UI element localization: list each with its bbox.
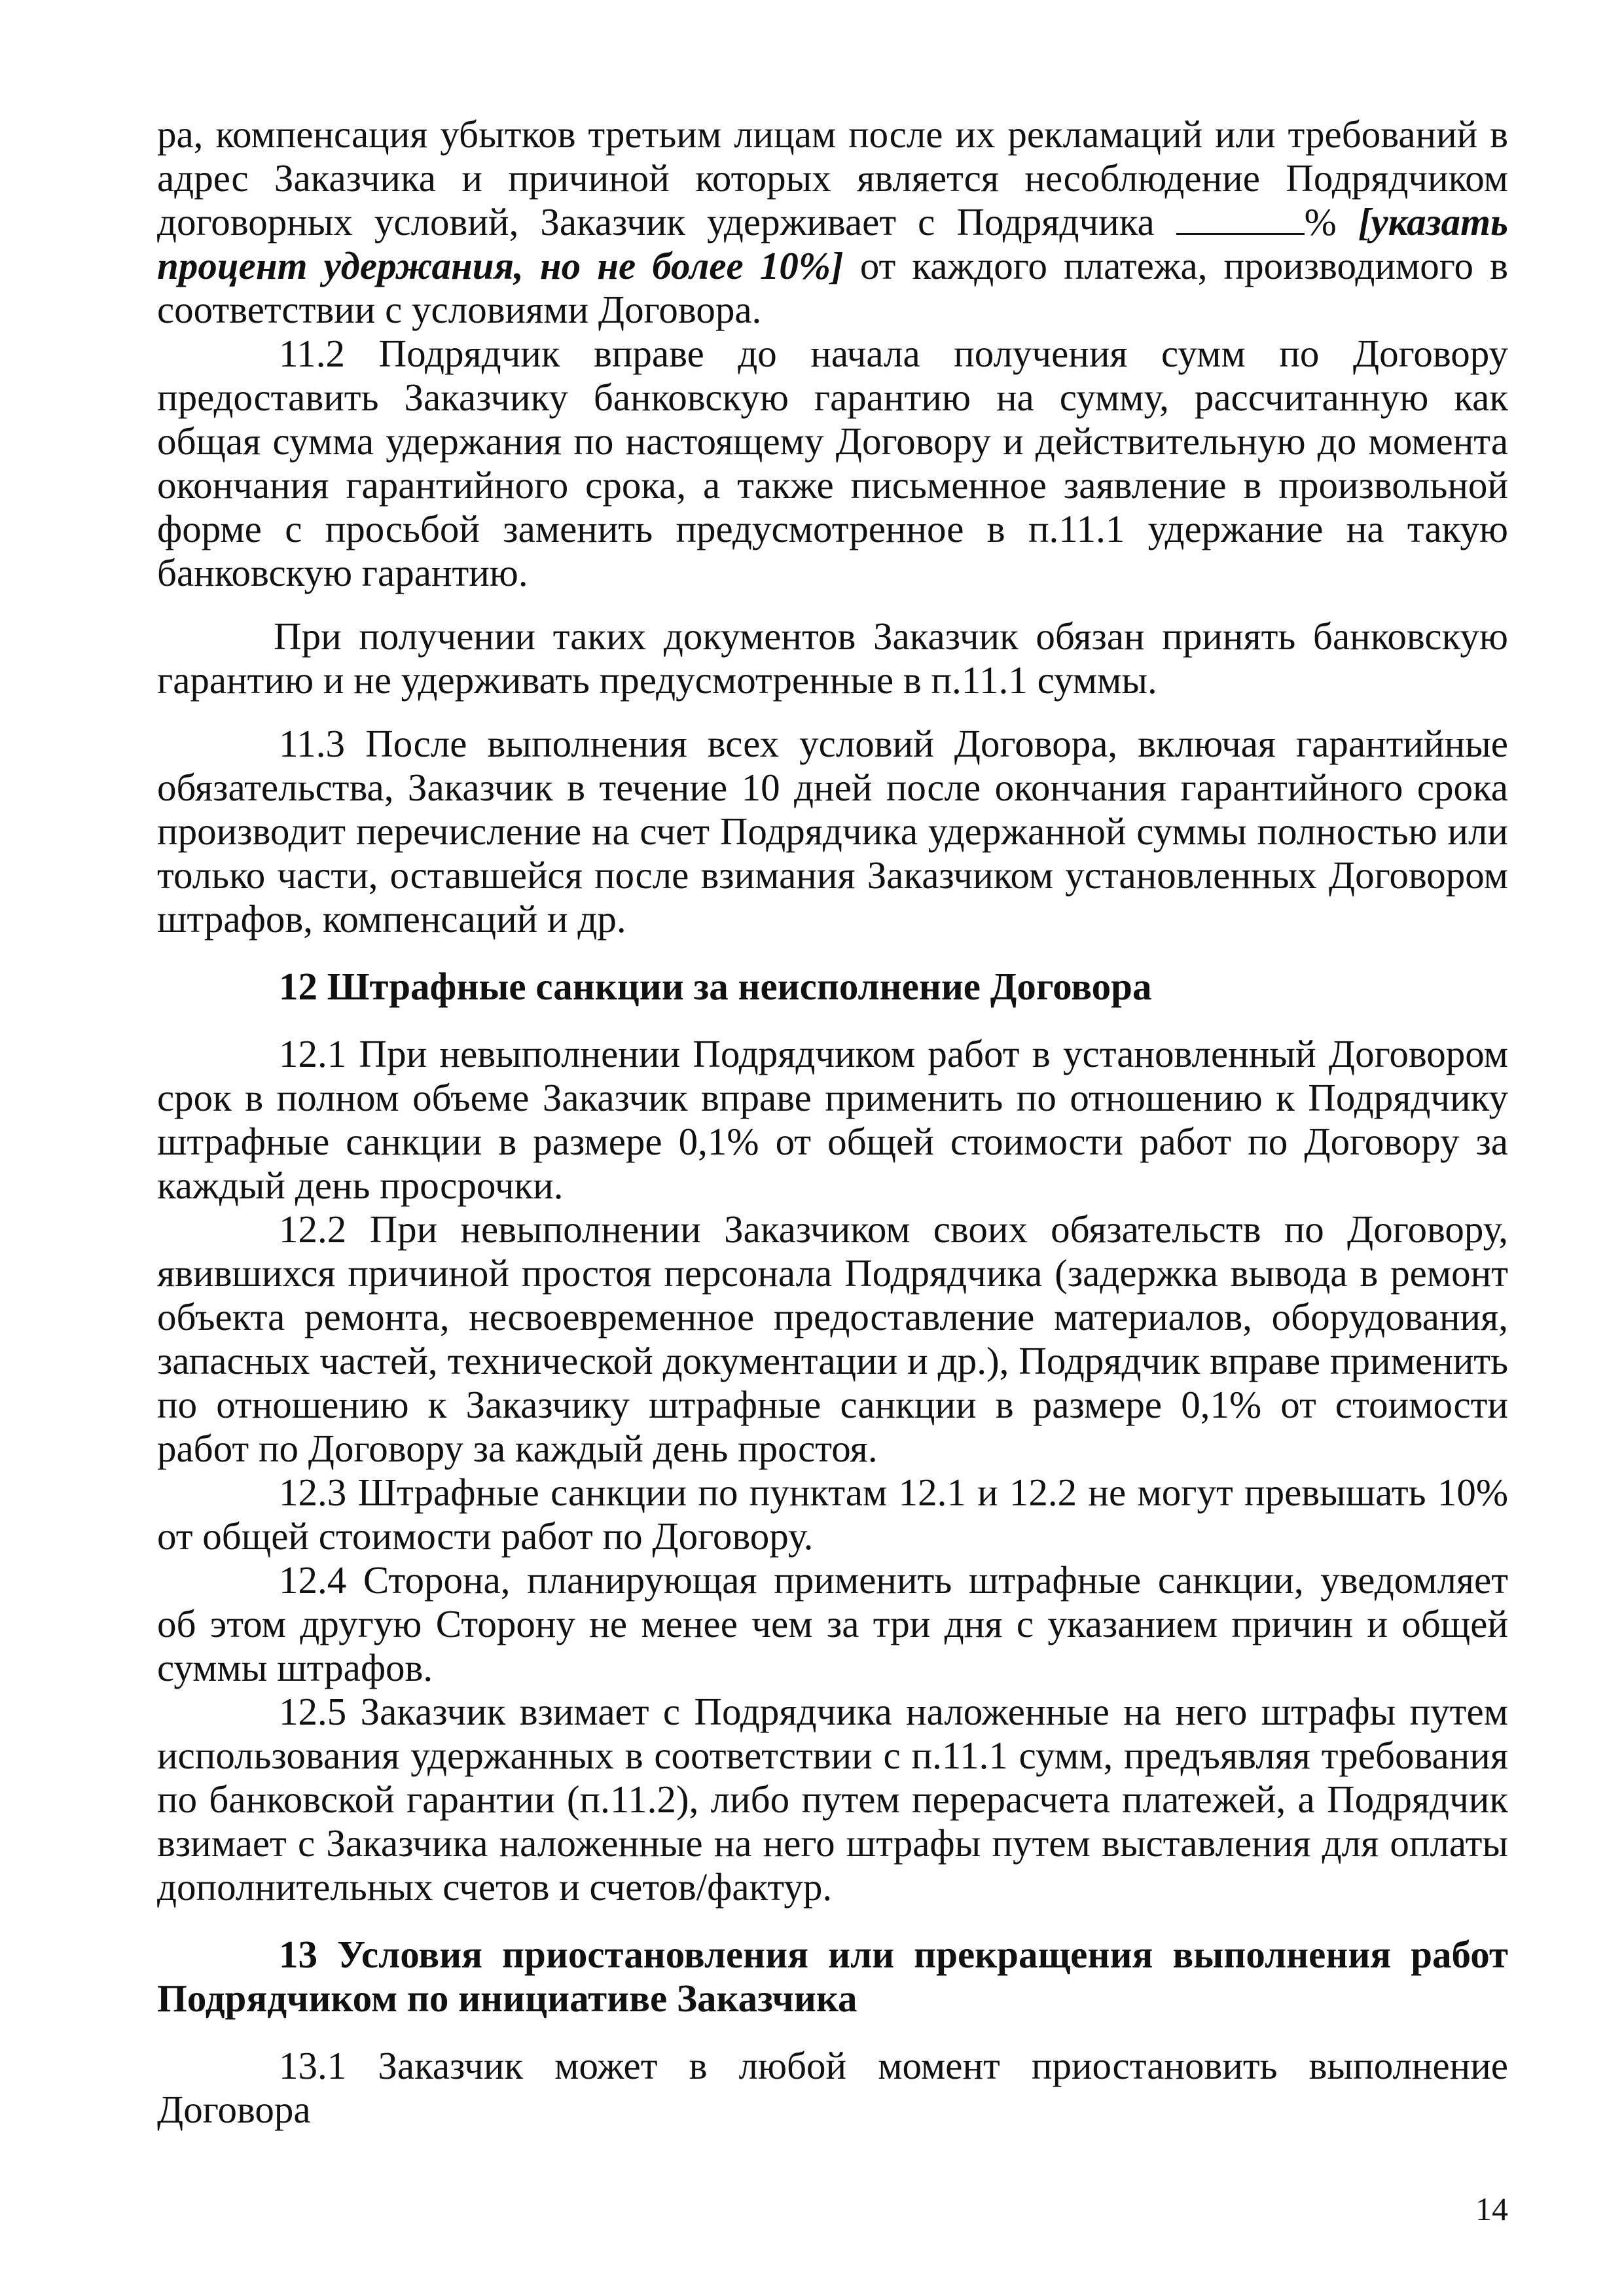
document-page <box>157 113 1508 2132</box>
paragraph-12-4: 12.4 Сторона, планирующая применить штрафные санкции, уведомляет об этом другую Сторону не менее чем за три дня с указанием причин и общей суммы штрафов. <box>157 1558 1508 1689</box>
text-run: от каждого платежа, производимого в соответствии с условиями Договора. <box>157 244 1508 331</box>
paragraph-12-3: 12.3 Штрафные санкции по пунктам 12.1 и 12.2 не могут превышать 10% от общей стоимости работ по Договору. <box>157 1471 1508 1558</box>
paragraph-12-2: 12.2 При невыполнении Заказчиком своих обязательств по Договору, явившихся причиной простоя персонала Подрядчика (задержка вывода в ремонт объекта ремонта, несвоевременное предоставление материалов, оборудования, запасных частей, технической документации и др.), Подрядчик вправе применить по отношению к Заказчику штрафные санкции в размере 0,1% от стоимости работ по Договору за каждый день простоя. <box>157 1208 1508 1470</box>
section-heading-13: 13 Условия приостановления или прекращения выполнения работ Подрядчиком по инициативе Заказчика <box>157 1933 1508 2020</box>
paragraph-12-5: 12.5 Заказчик взимает с Подрядчика наложенные на него штрафы путем использования удержанных в соответствии с п.11.1 сумм, предъявляя требования по банковской гарантии (п.11.2), либо путем перерасчета платежей, а Подрядчик взимает с Заказчика наложенные на него штрафы путем выставления для оплаты дополнительных счетов и счетов/фактур. <box>157 1690 1508 1909</box>
paragraph-11-1-continuation <box>157 113 1508 332</box>
paragraph-13-1: 13.1 Заказчик может в любой момент приостановить выполнение Договора <box>157 2044 1508 2131</box>
fill-in-blank <box>1176 207 1305 235</box>
page-number: 14 <box>1475 2191 1508 2227</box>
instruction-note: [указать процент удержания, но не более 10%] <box>157 200 1508 287</box>
percent-sign: % <box>1304 200 1337 243</box>
paragraph-12-1: 12.1 При невыполнении Подрядчиком работ в установленный Договором срок в полном объеме Заказчик вправе применить по отношению к Подрядчику штрафные санкции в размере 0,1% от общей стоимости работ по Договору за каждый день просрочки. <box>157 1032 1508 1207</box>
paragraph-11-2: 11.2 Подрядчик вправе до начала получения сумм по Договору предоставить Заказчику банковскую гарантию на сумму, рассчитанную как общая сумма удержания по настоящему Договору и действительную до момента окончания гарантийного срока, а также письменное заявление в произвольной форме с просьбой заменить предусмотренное в п.11.1 удержание на такую банковскую гарантию. <box>157 332 1508 594</box>
section-heading-12: 12 Штрафные санкции за неисполнение Договора <box>279 965 1152 1008</box>
paragraph-11-3: 11.3 После выполнения всех условий Договора, включая гарантийные обязательства, Заказчик в течение 10 дней после окончания гарантийного срока производит перечисление на счет Подрядчика удержанной суммы полностью или только части, оставшейся после взимания Заказчиком установленных Договором штрафов, компенсаций и др. <box>157 722 1508 941</box>
paragraph-11-2-note: При получении таких документов Заказчик обязан принять банковскую гарантию и не удерживать предусмотренные в п.11.1 суммы. <box>157 615 1508 702</box>
text-run: ра, компенсация убытков третьим лицам после их рекламаций или требований в адрес Заказчика и причиной которых является несоблюдение Подрядчиком договорных условий, Заказчик удерживает с Подрядчика <box>157 113 1508 243</box>
